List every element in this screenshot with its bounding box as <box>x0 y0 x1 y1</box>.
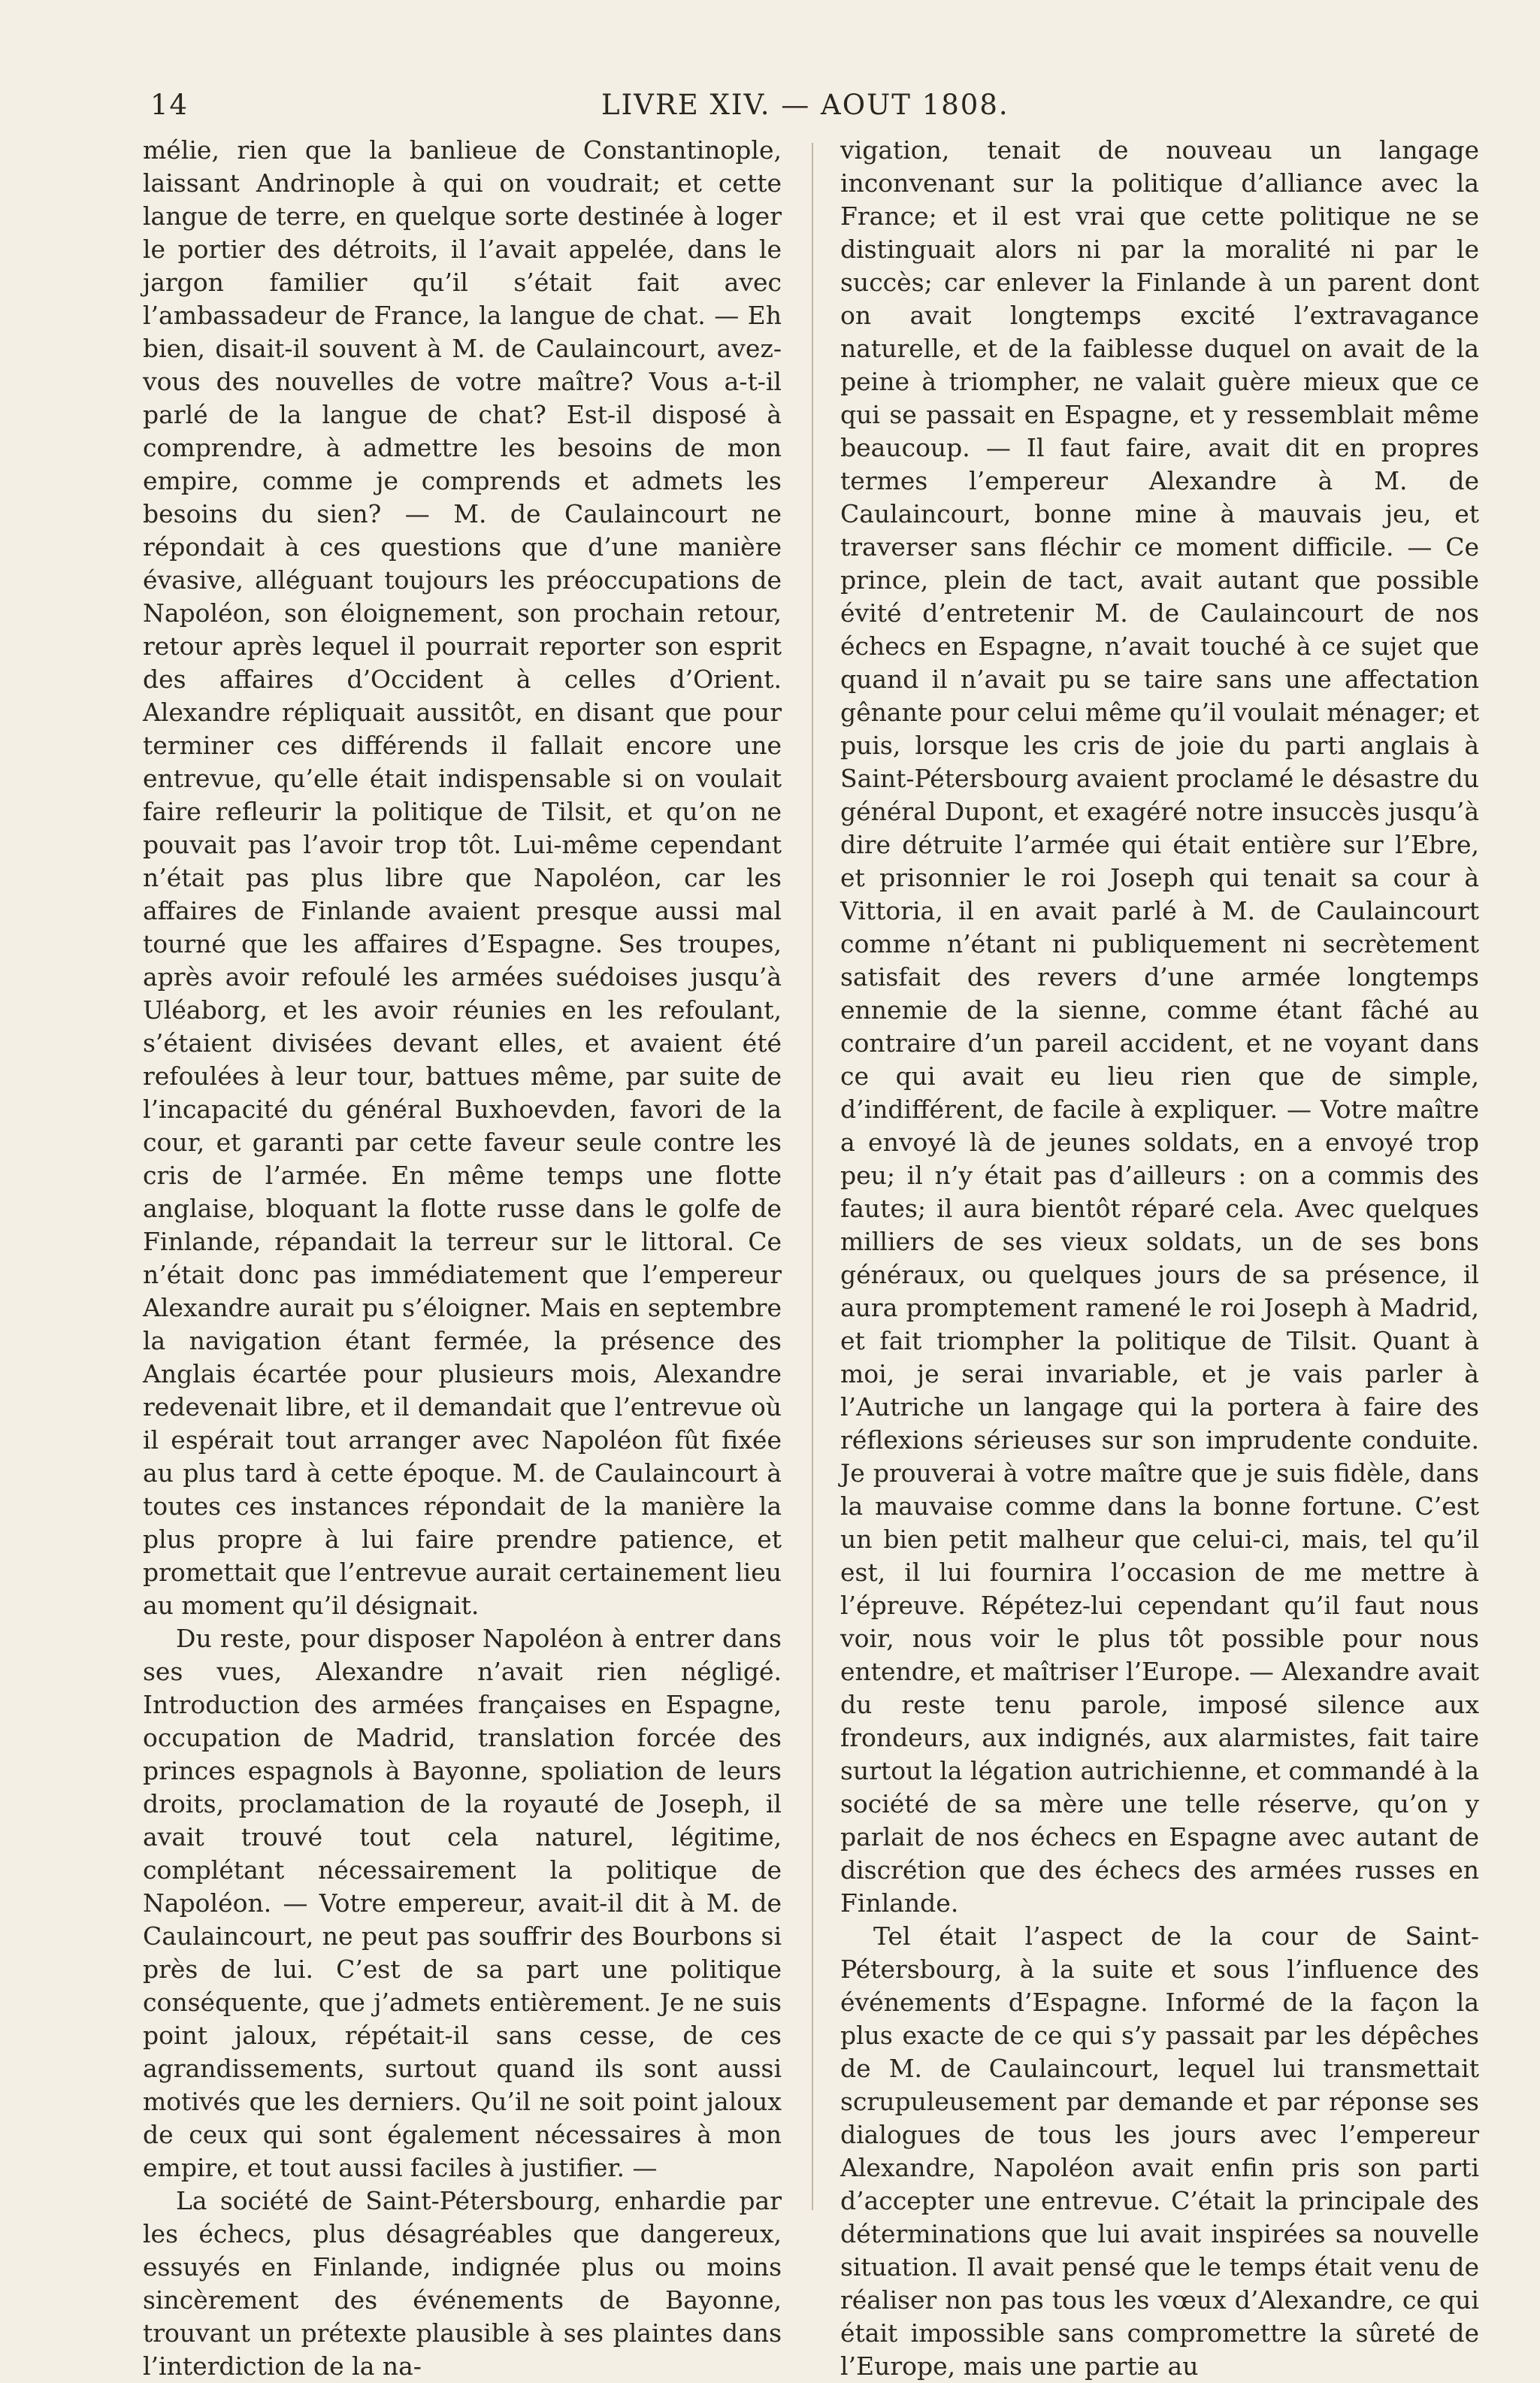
paragraph: Tel était l’aspect de la cour de Saint-Pétersbourg, à la suite et sous l’influence des événements d’Espagne. Informé de la façon la plus exacte de ce qui s’y passait par les dépêches de M. de Caulaincourt, lequel lui transmettait scrupuleusement par demande et par réponse ses dialogues de tous les jours avec l’empereur Alexandre, Napoléon avait enfin pris son parti d’accepter une entrevue. C’était la principale des déterminations que lui avait inspirées sa nouvelle situation. Il avait pensé que le temps était venu de réaliser non pas tous les vœux d’Alexandre, ce qui était impossible sans compromettre la sûreté de l’Europe, mais une partie au <box>840 1921 1479 2381</box>
left-column <box>143 134 782 2383</box>
column-divider <box>812 143 813 2210</box>
page-header <box>143 89 1496 126</box>
paragraph: vigation, tenait de nouveau un langage inconvenant sur la politique d’alliance avec la France; et il est vrai que cette politique ne se distinguait alors ni par la moralité ni par le succès; car enlever la Finlande à un parent dont on avait longtemps excité l’extravagance naturelle, et de la faiblesse duquel on avait de la peine à triompher, ne valait guère mieux que ce qui se passait en Espagne, et y ressemblait même beaucoup. — Il faut faire, avait dit en propres termes l’empereur Alexandre à M. de Caulaincourt, bonne mine à mauvais jeu, et traverser sans fléchir ce moment difficile. — Ce prince, plein de tact, avait autant que possible évité d’entretenir M. de Caulaincourt de nos échecs en Espagne, n’avait touché à ce sujet que quand il n’avait pu se taire sans une affectation gênante pour celui même qu’il voulait ménager; et puis, lorsque les cris de joie du parti anglais à Saint-Pétersbourg avaient proclamé le désastre du général Dupont, et exagéré notre insuccès jusqu’à dire détruite l’armée qui était entière sur l’Ebre, et prisonnier le roi Joseph qui tenait sa cour à Vittoria, il en avait parlé à M. de Caulaincourt comme n’étant ni publiquement ni secrètement satisfait des revers d’une armée longtemps ennemie de la sienne, comme étant fâché au contraire d’un pareil accident, et ne voyant dans ce qui avait eu lieu rien que de simple, d’indifférent, de facile à expliquer. — Votre maître a envoyé là de jeunes soldats, en a envoyé trop peu; il n’y était pas d’ailleurs : on a commis des fautes; il aura bientôt réparé cela. Avec quelques milliers de ses vieux soldats, un de ses bons généraux, ou quelques jours de sa présence, il aura promptement ramené le roi Joseph à Madrid, et fait triompher la politique de Tilsit. Quant à moi, je serai invariable, et je vais parler à l’Autriche un langage qui la portera à faire des réflexions sérieuses sur son imprudente conduite. Je prouverai à votre maître que je suis fidèle, dans la mauvaise comme dans la bonne fortune. C’est un bien petit malheur que celui-ci, mais, tel qu’il est, il lui fournira l’occasion de me mettre à l’épreuve. Répétez-lui cependant qu’il faut nous voir, nous voir le plus tôt possible pour nous entendre, et maîtriser l’Europe. — Alexandre avait du reste tenu parole, imposé silence aux frondeurs, aux indignés, aux alarmistes, fait taire surtout la légation autrichienne, et commandé à la société de sa mère une telle réserve, qu’on y parlait de nos échecs en Espagne avec autant de discrétion que des échecs des armées russes en Finlande. <box>840 135 1479 1918</box>
running-head: LIVRE XIV. — AOUT 1808. <box>601 89 1009 121</box>
paragraph: La société de Saint-Pétersbourg, enhardie par les échecs, plus désagréables que dangereux, essuyés en Finlande, indignée plus ou moins sincèrement des événements de Bayonne, trouvant un prétexte plausible à ses plaintes dans l’interdiction de la na- <box>143 2186 782 2381</box>
paragraph: mélie, rien que la banlieue de Constantinople, laissant Andrinople à qui on voudrait; et cette langue de terre, en quelque sorte destinée à loger le portier des détroits, il l’avait appelée, dans le jargon familier qu’il s’était fait avec l’ambassadeur de France, la langue de chat. — Eh bien, disait-il souvent à M. de Caulaincourt, avez-vous des nouvelles de votre maître? Vous a-t-il parlé de la langue de chat? Est-il disposé à comprendre, à admettre les besoins de mon empire, comme je comprends et admets les besoins du sien? — M. de Caulaincourt ne répondait à ces questions que d’une manière évasive, alléguant toujours les préoccupations de Napoléon, son éloignement, son prochain retour, retour après lequel il pourrait reporter son esprit des affaires d’Occident à celles d’Orient. Alexandre répliquait aussitôt, en disant que pour terminer ces différends il fallait encore une entrevue, qu’elle était indispensable si on voulait faire refleurir la politique de Tilsit, et qu’on ne pouvait pas l’avoir trop tôt. Lui-même cependant n’était pas plus libre que Napoléon, car les affaires de Finlande avaient presque aussi mal tourné que les affaires d’Espagne. Ses troupes, après avoir refoulé les armées suédoises jusqu’à Uléaborg, et les avoir réunies en les refoulant, s’étaient divisées devant elles, et avaient été refoulées à leur tour, battues même, par suite de l’incapacité du général Buxhoevden, favori de la cour, et garanti par cette faveur seule contre les cris de l’armée. En même temps une flotte anglaise, bloquant la flotte russe dans le golfe de Finlande, répandait la terreur sur le littoral. Ce n’était donc pas immédiatement que l’empereur Alexandre aurait pu s’éloigner. Mais en septembre la navigation étant fermée, la présence des Anglais écartée pour plusieurs mois, Alexandre redevenait libre, et il demandait que l’entrevue où il espérait tout arranger avec Napoléon fût fixée au plus tard à cette époque. M. de Caulaincourt à toutes ces instances répondait de la manière la plus propre à lui faire prendre patience, et promettait que l’entrevue aurait certainement lieu au moment qu’il désignait. <box>143 135 782 1620</box>
page-number: 14 <box>150 89 189 121</box>
paragraph: Du reste, pour disposer Napoléon à entrer dans ses vues, Alexandre n’avait rien négligé. Introduction des armées françaises en Espagne, occupation de Madrid, translation forcée des princes espagnols à Bayonne, spoliation de leurs droits, proclamation de la royauté de Joseph, il avait trouvé tout cela naturel, légitime, complétant nécessairement la politique de Napoléon. — Votre empereur, avait-il dit à M. de Caulaincourt, ne peut pas souffrir des Bourbons si près de lui. C’est de sa part une politique conséquente, que j’admets entièrement. Je ne suis point jaloux, répétait-il sans cesse, de ces agrandissements, surtout quand ils sont aussi motivés que les derniers. Qu’il ne soit point jaloux de ceux qui sont également nécessaires à mon empire, et tout aussi faciles à justifier. — <box>143 1624 782 2182</box>
right-column <box>840 134 1479 2383</box>
